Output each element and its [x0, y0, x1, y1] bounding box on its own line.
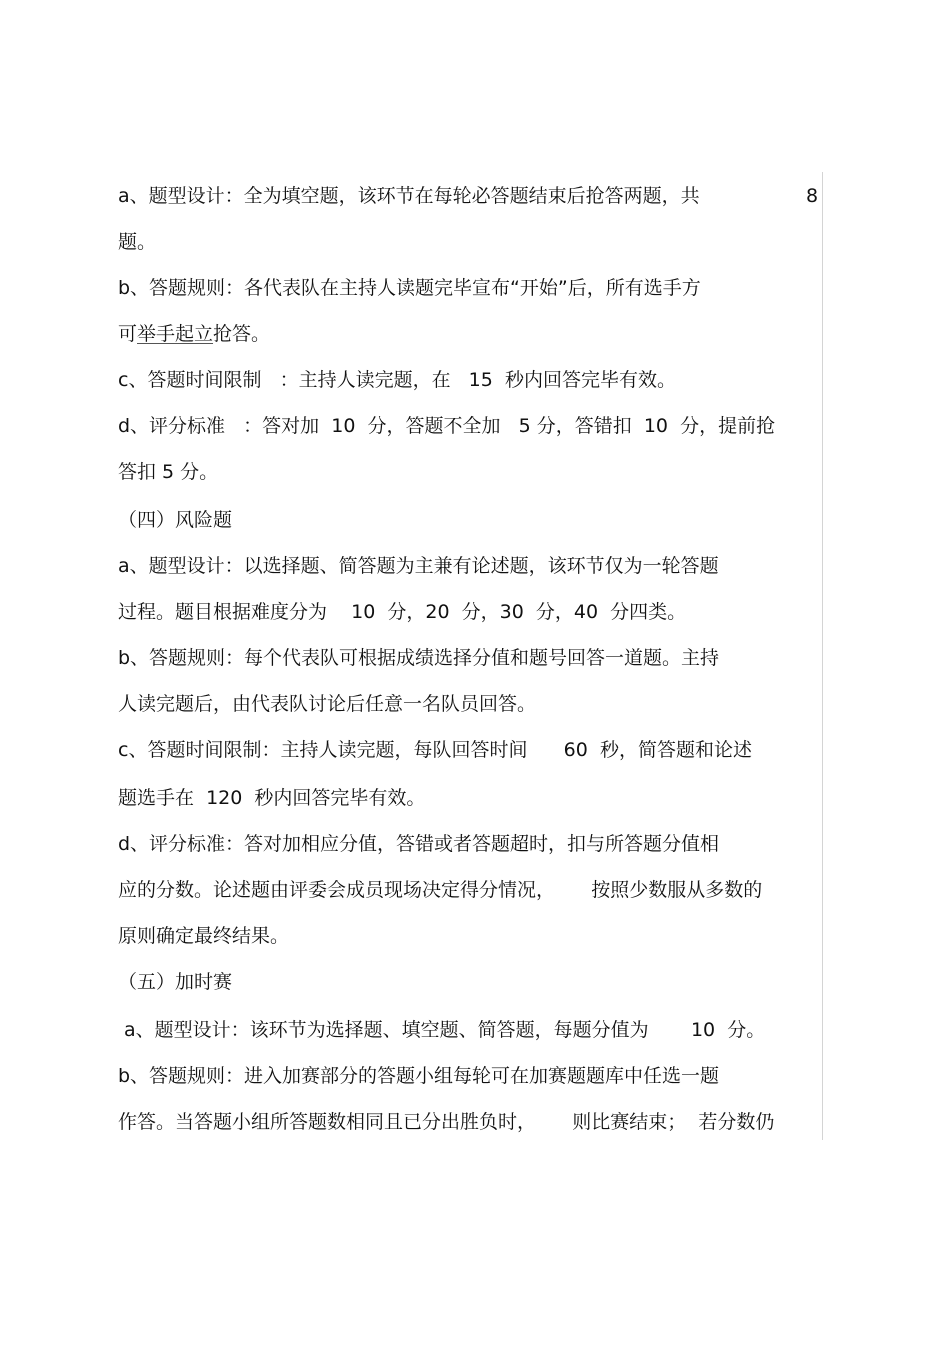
text-line-19: a、题型设计：该环节为选择题、填空题、简答题，每题分值为 10 分。	[118, 1019, 766, 1041]
text-line-10: 过程。题目根据难度分为 10 分，20 分，30 分，40 分四类。	[118, 601, 687, 623]
text-line-5: c、答题时间限制 ：主持人读完题，在 15 秒内回答完毕有效。	[118, 369, 676, 391]
text-line-21: 作答。当答题小组所答题数相同且已分出胜负时， 则比赛结束； 若分数仍	[118, 1111, 775, 1133]
text-line-13: c、答题时间限制：主持人读完题，每队回答时间 60 秒，简答题和论述	[118, 739, 752, 761]
text-line-12: 人读完题后，由代表队讨论后任意一名队员回答。	[118, 693, 537, 715]
margin-rule	[822, 172, 823, 1140]
section-heading-4: （四）风险题	[118, 509, 233, 531]
text-line-4	[118, 320, 270, 348]
text-segment: 抢答。	[213, 323, 271, 345]
text-line-17: 原则确定最终结果。	[118, 925, 290, 947]
question-count: 8	[806, 185, 819, 207]
section-heading-5: （五）加时赛	[118, 971, 233, 993]
text-segment: 可	[118, 323, 138, 345]
text-line-9: a、题型设计：以选择题、简答题为主兼有论述题，该环节仅为一轮答题	[118, 555, 719, 577]
text-line-11: b、答题规则：每个代表队可根据成绩选择分值和题号回答一道题。主持	[118, 647, 720, 669]
underlined-text: 举手起立	[137, 323, 214, 345]
text-line-6: d、评分标准 ：答对加 10 分，答题不全加 5 分，答错扣 10 分，提前抢	[118, 415, 776, 437]
text-line-1: a、题型设计：全为填空题，该环节在每轮必答题结束后抢答两题，共	[118, 185, 700, 207]
text-line-2: 题。	[118, 231, 157, 253]
text-line-14: 题选手在 120 秒内回答完毕有效。	[118, 787, 426, 809]
text-line-7: 答扣 5 分。	[118, 461, 219, 483]
text-line-3: b、答题规则：各代表队在主持人读题完毕宣布“开始”后，所有选手方	[118, 277, 701, 299]
text-line-20: b、答题规则：进入加赛部分的答题小组每轮可在加赛题题库中任选一题	[118, 1065, 720, 1087]
text-line-15: d、评分标准：答对加相应分值，答错或者答题超时，扣与所答题分值相	[118, 833, 720, 855]
text-line-16: 应的分数。论述题由评委会成员现场决定得分情况， 按照少数服从多数的	[118, 879, 763, 901]
